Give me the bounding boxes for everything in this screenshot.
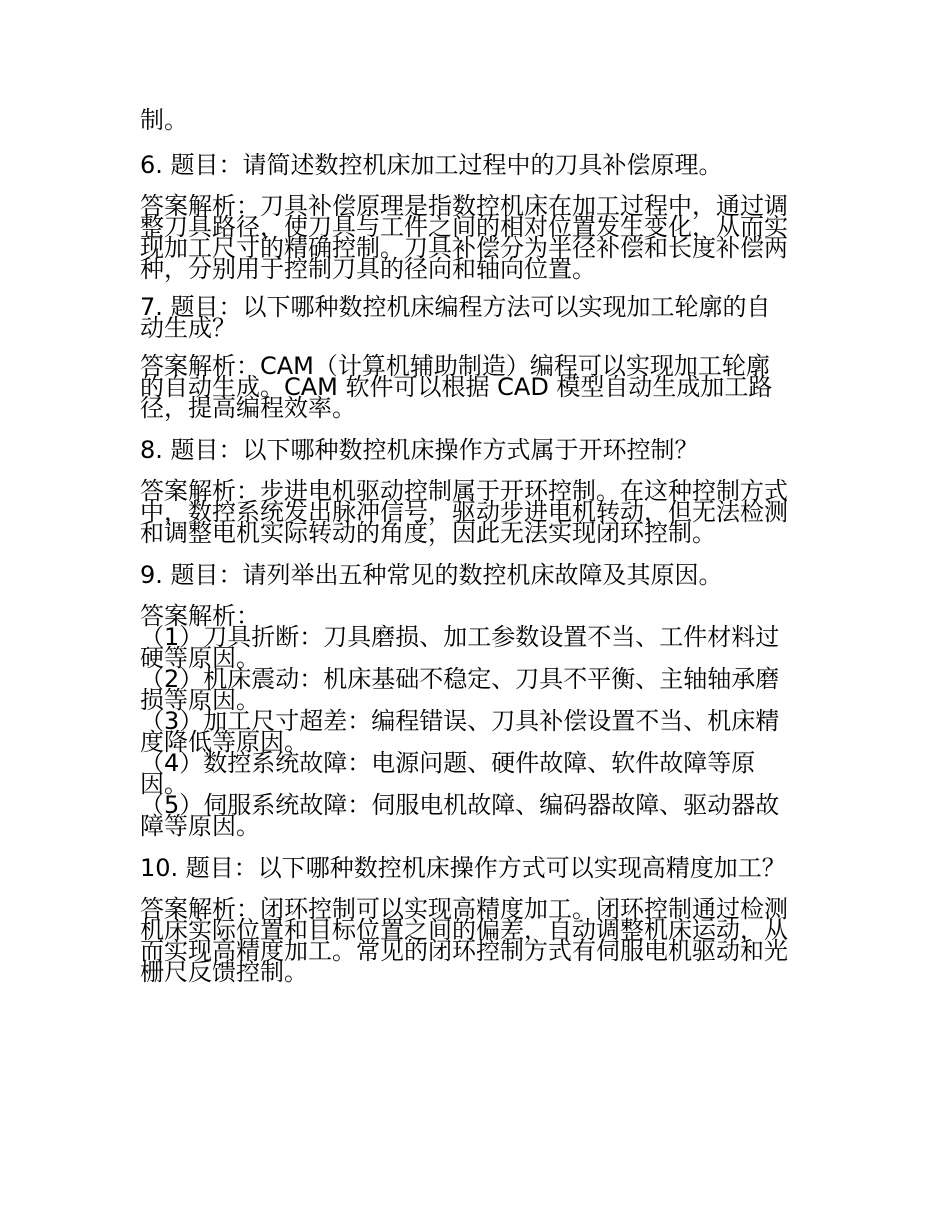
question-6-title: 6. 题目：请简述数控机床加工过程中的刀具补偿原理。 xyxy=(140,151,723,179)
question-10-answer xyxy=(140,895,812,986)
answer-line: 栅尺反馈控制。 xyxy=(140,958,308,986)
answer-line: 度降低等原因。 xyxy=(140,728,308,756)
answer-line: （3）加工尺寸超差：编程错误、刀具补偿设置不当、机床精 xyxy=(140,707,780,735)
answer-line: 答案解析：步进电机驱动控制属于开环控制。在这种控制方式 xyxy=(140,477,788,505)
answer-line: 而实现高精度加工。常见的闭环控制方式有伺服电机驱动和光 xyxy=(140,937,788,965)
question-8-title: 8. 题目：以下哪种数控机床操作方式属于开环控制？ xyxy=(140,436,699,464)
question-7-title xyxy=(140,293,812,342)
answer-line: 种，分别用于控制刀具的径向和轴向位置。 xyxy=(140,255,596,283)
answer-line: 径，提高编程效率。 xyxy=(140,394,356,422)
intro-tail: 制。 xyxy=(140,106,188,134)
answer-line: 硬等原因。 xyxy=(140,644,260,672)
answer-line: 答案解析：CAM（计算机辅助制造）编程可以实现加工轮廓 xyxy=(140,352,770,380)
answer-line: 中，数控系统发出脉冲信号，驱动步进电机转动，但无法检测 xyxy=(140,498,788,526)
question-line: 动生成？ xyxy=(140,314,236,342)
answer-line: （5）伺服系统故障：伺服电机故障、编码器故障、驱动器故 xyxy=(140,791,780,819)
answer-line: （2）机床震动：机床基础不稳定、刀具不平衡、主轴轴承磨 xyxy=(140,665,780,693)
answer-line: 答案解析：闭环控制可以实现高精度加工。闭环控制通过检测 xyxy=(140,895,788,923)
answer-line: 整刀具路径，使刀具与工件之间的相对位置发生变化，从而实 xyxy=(140,213,788,241)
answer-line: 的自动生成。CAM 软件可以根据 CAD 模型自动生成加工路 xyxy=(140,373,773,401)
question-9-answer xyxy=(140,602,812,840)
answer-line: 答案解析： xyxy=(140,602,260,630)
question-8-answer xyxy=(140,477,812,547)
answer-line: 和调整电机实际转动的角度，因此无法实现闭环控制。 xyxy=(140,519,716,547)
answer-line: （4）数控系统故障：电源问题、硬件故障、软件故障等原 xyxy=(140,749,756,777)
question-line: 7. 题目：以下哪种数控机床编程方法可以实现加工轮廓的自 xyxy=(140,293,771,321)
answer-line: 机床实际位置和目标位置之间的偏差，自动调整机床运动，从 xyxy=(140,916,788,944)
answer-line: 答案解析：刀具补偿原理是指数控机床在加工过程中，通过调 xyxy=(140,192,788,220)
question-10-title: 10. 题目：以下哪种数控机床操作方式可以实现高精度加工？ xyxy=(140,854,786,882)
answer-line: 障等原因。 xyxy=(140,812,260,840)
question-9-title: 9. 题目：请列举出五种常见的数控机床故障及其原因。 xyxy=(140,561,723,589)
answer-line: 现加工尺寸的精确控制。刀具补偿分为半径补偿和长度补偿两 xyxy=(140,234,788,262)
answer-line: 因。 xyxy=(140,770,188,798)
answer-line: 损等原因。 xyxy=(140,686,260,714)
question-7-answer xyxy=(140,352,812,422)
question-6-answer xyxy=(140,192,812,283)
document-body xyxy=(140,106,812,986)
answer-line: （1）刀具折断：刀具磨损、加工参数设置不当、工件材料过 xyxy=(140,623,780,651)
